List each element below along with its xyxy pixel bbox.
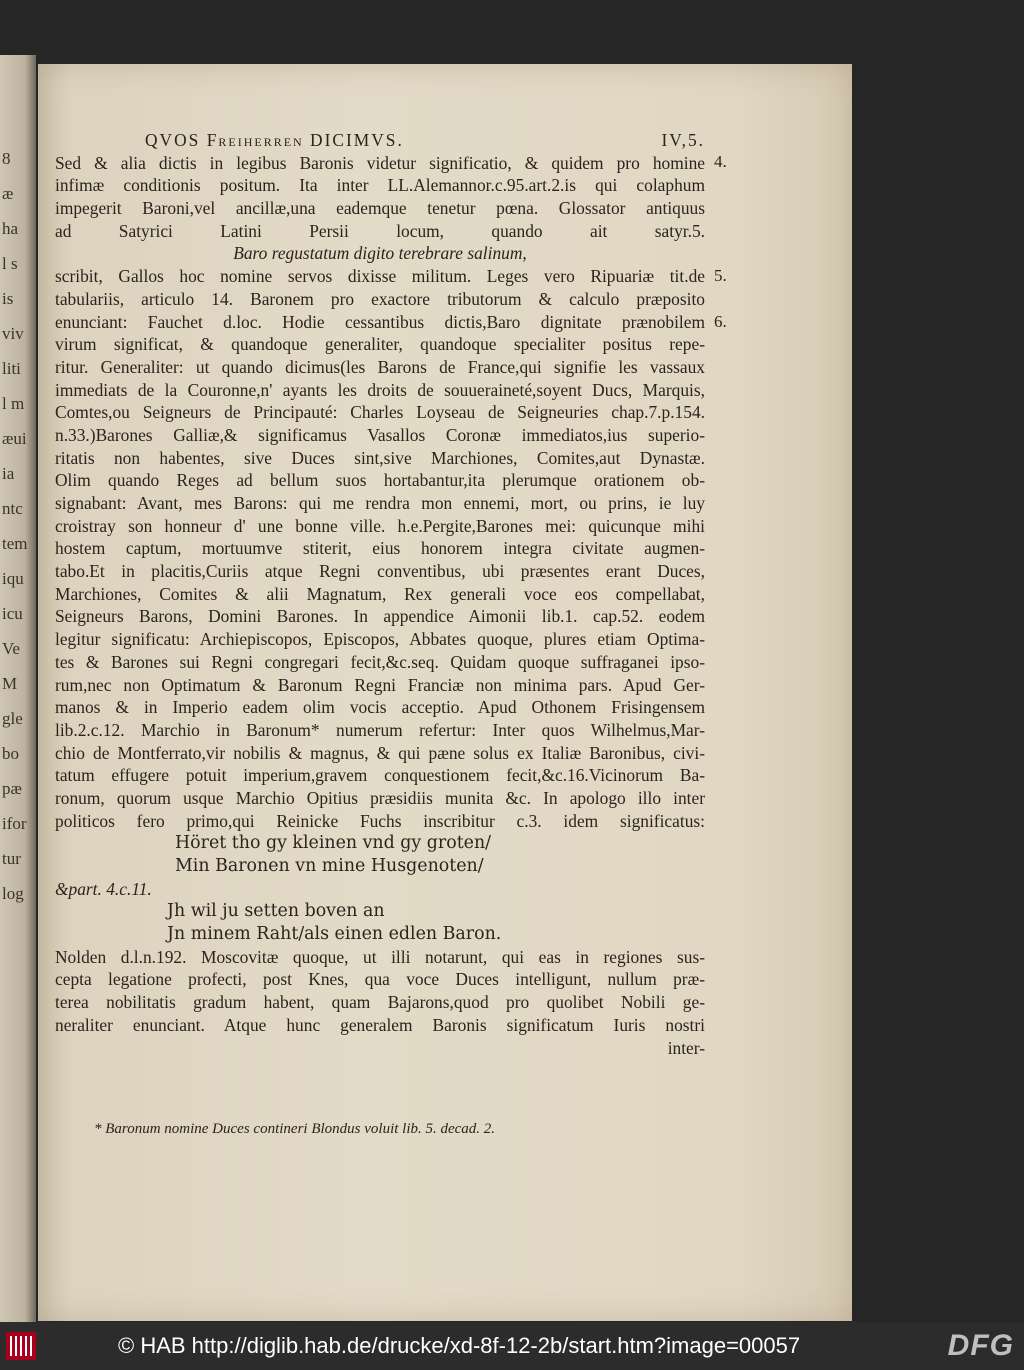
text-line: cepta legatione profecti, post Knes, qua voce Duces intelligunt, nullum præ- bbox=[55, 969, 705, 990]
text-line: inter- bbox=[667, 1037, 705, 1058]
left-page-fragment: viv bbox=[2, 324, 24, 343]
marginal-number: 5. bbox=[714, 266, 727, 285]
page-text bbox=[55, 129, 705, 1059]
book-page bbox=[38, 64, 852, 1321]
text-line: ritatis non habentes, sive Duces sint,sive Marchiones, Comites,aut Dynastæ. bbox=[55, 447, 705, 468]
text-line: Olim quando Reges ad bellum suos hortabantur,ita plerumque orationem ob- bbox=[55, 470, 705, 491]
left-page-fragment: liti bbox=[2, 359, 21, 378]
text-line: politicos fero primo,qui Reinicke Fuchs inscribitur c.3. idem significatus: bbox=[55, 810, 705, 831]
hab-logo-icon[interactable] bbox=[6, 1332, 36, 1360]
text-line: Jh wil ju setten boven an bbox=[167, 901, 385, 922]
running-head bbox=[55, 129, 705, 152]
marginal-number: 4. bbox=[714, 152, 727, 171]
text-lines bbox=[55, 152, 705, 1060]
text-line: legitur significatu: Archiepiscopos, Episcopos, Abbates quoque, plures etiam Optima- bbox=[55, 629, 705, 650]
left-page-fragment: æui bbox=[2, 429, 27, 448]
text-line: Marchiones, Comites & alii Magnatum, Rex generali voce eos compellabat, bbox=[55, 583, 705, 604]
running-head-title: QVOS Freiherren DICIMVS. bbox=[145, 130, 404, 150]
left-page-fragment: iqu bbox=[2, 569, 24, 588]
left-page-fragment: pæ bbox=[2, 779, 22, 798]
left-page-fragment: tur bbox=[2, 849, 21, 868]
dfg-logo[interactable]: DFG bbox=[947, 1329, 1014, 1362]
text-line: Nolden d.l.n.192. Moscovitæ quoque, ut illi notarunt, qui eas in regiones sus- bbox=[55, 946, 705, 967]
text-line: virum significat, & quandoque generaliter, quandoque specialiter positus repe- bbox=[55, 334, 705, 355]
footer-bar bbox=[0, 1322, 1024, 1370]
text-line: impegerit Baroni,vel ancillæ,una eademque tenetur pœna. Glossator antiquus bbox=[55, 198, 705, 219]
text-line: tabulariis, articulo 14. Baronem pro exactore tributorum & calculo præposito bbox=[55, 288, 705, 309]
text-line: rum,nec non Optimatum & Baronum Regni Franciæ non minima pars. Apud Ger- bbox=[55, 674, 705, 695]
text-line: chio de Montferrato,vir nobilis & magnus, & qui pæne solus ex Italiæ Baronibus, civi- bbox=[55, 742, 705, 763]
left-page-fragment: bo bbox=[2, 744, 19, 763]
left-page-fragment: l m bbox=[2, 394, 25, 413]
text-line: neraliter enunciant. Atque hunc generalem Baronis significatum Iuris nostri bbox=[55, 1014, 705, 1035]
left-page-fragment: icu bbox=[2, 604, 23, 623]
text-line: hostem captum, mortuumve stiterit, eius honorem integra civitate augmen- bbox=[55, 538, 705, 559]
left-page-fragment: Ve bbox=[2, 639, 20, 658]
left-page-fragment: ia bbox=[2, 464, 15, 483]
text-line: lib.2.c.12. Marchio in Baronum* numerum refertur: Inter quos Wilhelmus,Mar- bbox=[55, 719, 705, 740]
text-line: ritur. Generaliter: ut quando dicimus(les Barons de France,qui signifie les vassaux bbox=[55, 356, 705, 377]
text-line: ad Satyrici Latini Persii locum, quando ait satyr.5. bbox=[55, 220, 705, 241]
left-page-fragment: 8 bbox=[2, 149, 11, 168]
left-page-fragment: log bbox=[2, 884, 24, 903]
left-page-fragment: l s bbox=[2, 254, 18, 273]
text-line: tabo.Et in placitis,Curiis atque Regni conventibus, ubi præsentes erant Duces, bbox=[55, 561, 705, 582]
text-line: scribit, Gallos hoc nomine servos dixisse militum. Leges vero Ripuariæ tit.de bbox=[55, 266, 705, 287]
text-line: enunciant: Fauchet d.loc. Hodie cessantibus dictis,Baro dignitate prænobilem bbox=[55, 311, 705, 332]
text-line: Jn minem Raht/als einen edlen Baron. bbox=[167, 924, 502, 945]
text-line: croistray son honneur d' une bonne ville. h.e.Pergite,Barones mei: quicunque mihi bbox=[55, 515, 705, 536]
left-page-edge bbox=[0, 55, 36, 1337]
text-line: Min Baronen vn mine Husgenoten/ bbox=[175, 856, 484, 876]
text-line: infimæ conditionis positum. Ita inter LL.Alemannor.c.95.art.2.is qui colaphum bbox=[55, 175, 705, 196]
text-line: immediats de la Couronne,n' ayants les droits de souueraineté,soyent Ducs, Marquis, bbox=[55, 379, 705, 400]
marginal-number: 6. bbox=[714, 312, 727, 331]
text-line: Sed & alia dictis in legibus Baronis videtur significatio, & quidem pro homine bbox=[55, 152, 705, 173]
text-line: ronum, quorum usque Marchio Opitius præsidiis munita &c. In apologo illo inter bbox=[55, 787, 705, 808]
left-page-fragment: gle bbox=[2, 709, 23, 728]
page-number: IV,5. bbox=[661, 130, 705, 150]
text-line: tatum effugere potuit imperium,gravem conquestionem fecit,&c.16.Vicinorum Ba- bbox=[55, 765, 705, 786]
left-page-fragment: ha bbox=[2, 219, 19, 238]
left-page-fragment: ntc bbox=[2, 499, 23, 518]
text-line: &part. 4.c.11. bbox=[55, 878, 152, 899]
footer-copyright-link[interactable]: © HAB http://diglib.hab.de/drucke/xd-8f-12-2b/start.htm?image=00057 bbox=[118, 1333, 801, 1358]
left-page-fragment: tem bbox=[2, 534, 28, 553]
text-line: Höret tho gy kleinen vnd gy groten/ bbox=[175, 833, 492, 854]
text-line: Comtes,ou Seigneurs de Principauté: Charles Loyseau de Seigneuries chap.7.p.154. bbox=[55, 402, 705, 423]
text-line: tes & Barones sui Regni congregari fecit,&c.seq. Quidam quoque suffraganei ipso- bbox=[55, 651, 705, 672]
text-line: signabant: Avant, mes Barons: qui me rendra mon ennemi, mort, ou prins, ie luy bbox=[55, 493, 705, 513]
footnote: * Baronum nomine Duces contineri Blondus voluit lib. 5. decad. 2. bbox=[94, 1121, 496, 1137]
left-page-fragment: is bbox=[2, 289, 14, 308]
text-line: terea nobilitatis gradum habent, quam Bajarons,quod pro quolibet Nobili ge- bbox=[55, 992, 705, 1013]
text-line: Seigneurs Barons, Domini Barones. In appendice Aimonii lib.1. cap.52. eodem bbox=[55, 606, 705, 627]
text-line: Baro regustatum digito terebrare salinum, bbox=[233, 243, 527, 264]
text-line: manos & in Imperio eadem olim vocis acceptio. Apud Othonem Frisingensem bbox=[55, 697, 705, 718]
text-line: n.33.)Barones Galliæ,& significamus Vasallos Coronæ immediatos,ius superio- bbox=[55, 424, 705, 445]
left-page-fragment: M bbox=[2, 674, 18, 693]
left-page-fragment: æ bbox=[2, 184, 14, 203]
left-page-fragment: ifor bbox=[2, 814, 27, 833]
